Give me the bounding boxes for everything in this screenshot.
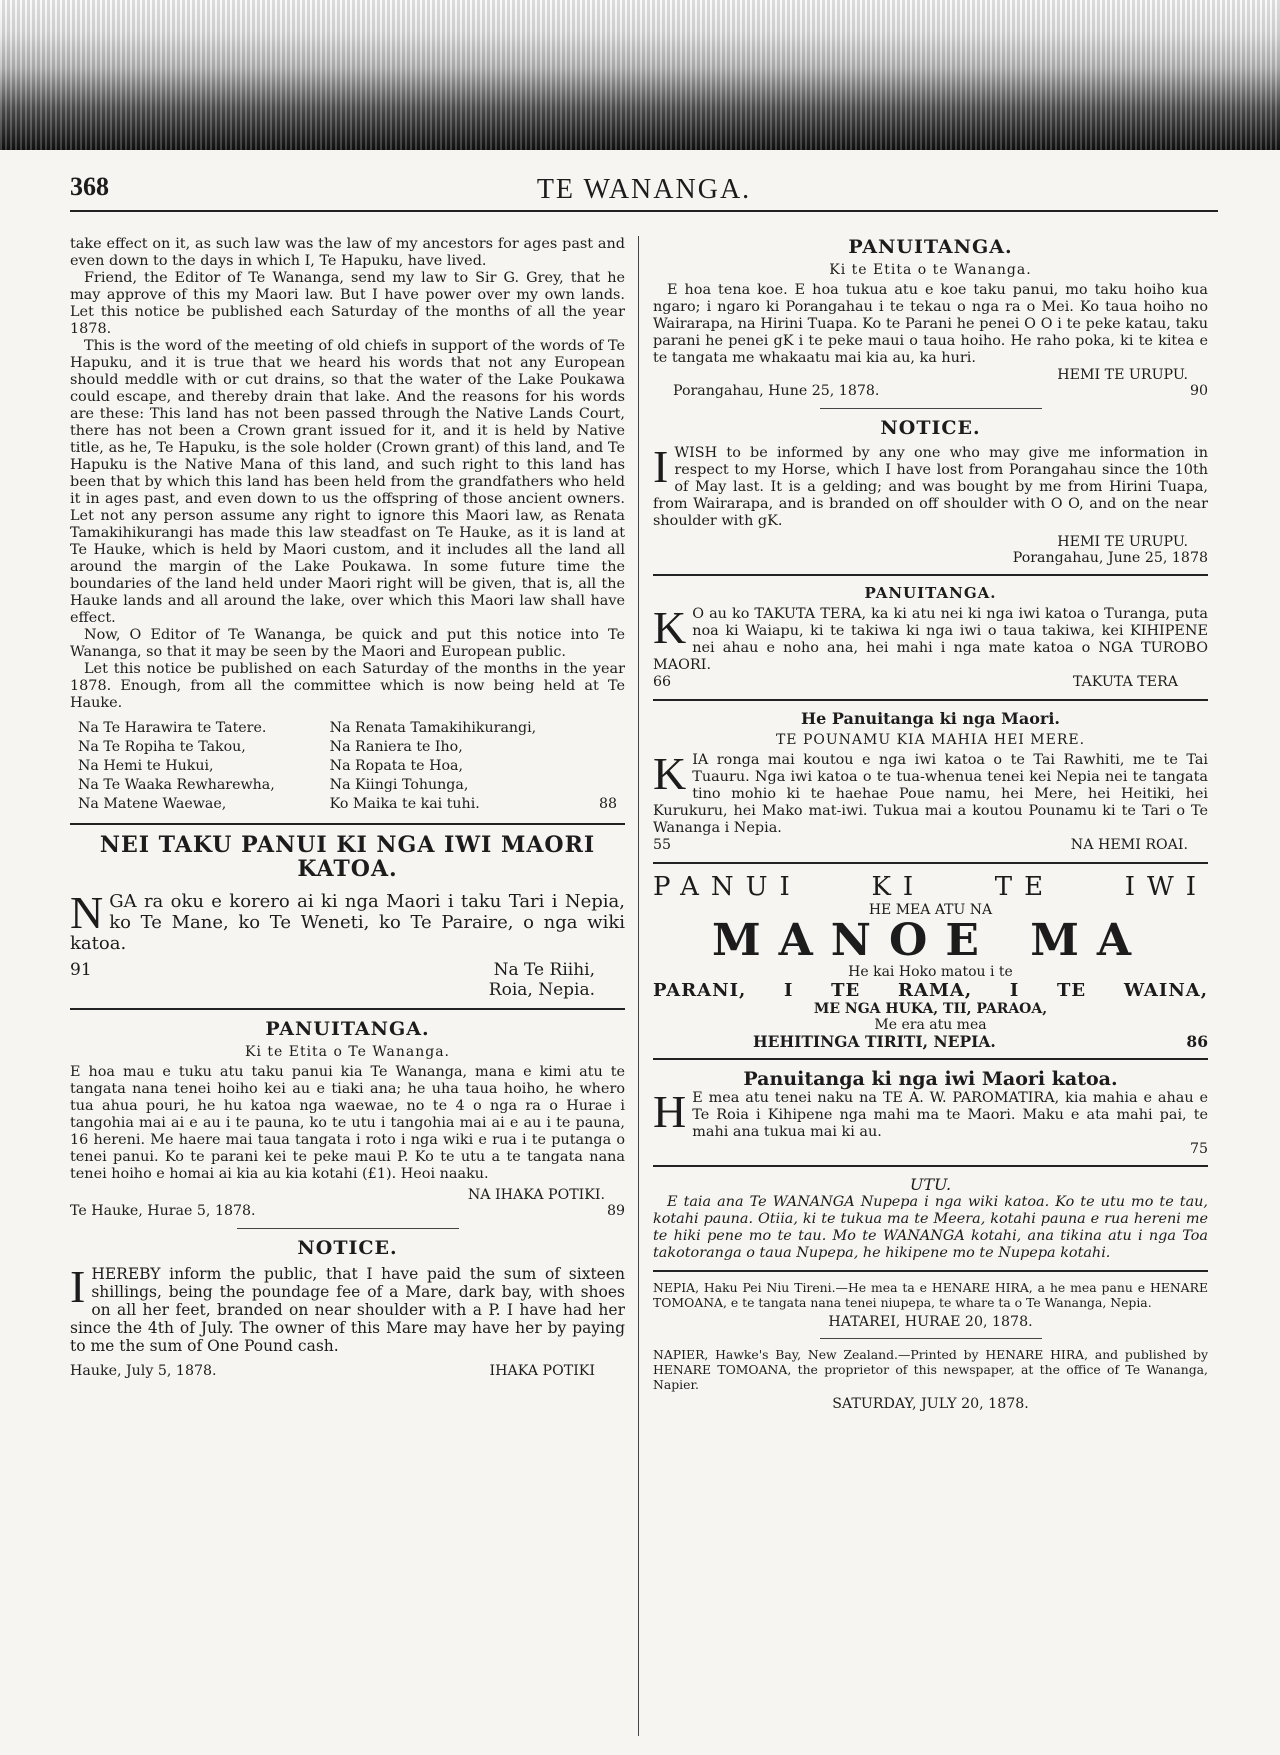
manoe-ad-heading: PANUI KI TE IWI [653,872,1208,902]
manoe-ad-line: HE MEA ATU NA [868,902,993,918]
manoe-ad-line: Me era atu mea [874,1017,987,1033]
columns [70,236,1218,1746]
signature: TAKUTA TERA [1072,674,1178,690]
signature: IHAKA POTIKI [489,1363,595,1379]
letter-paragraph: take effect on it, as such law was the law of my ancestors for ages past and even down to the days in which I, Te Hapuku, have lived. [70,236,625,269]
imprint-english: NAPIER, Hawke's Bay, New Zealand.—Printed by HENARE HIRA, and published by HENARE TOMOANA, the proprietor of this newspaper, at the office of Te Wananga, Napier. [653,1347,1208,1392]
right-column [653,236,1208,1746]
signatory: Na Raniera te Iho, [329,739,463,755]
drop-cap: I [653,441,669,492]
signature-line [70,1363,625,1380]
signatory: Na Te Waaka Rewharewha, [78,777,275,793]
panuitanga-body: E hoa mau e tuku atu taku panui kia Te Wananga, mana e kimi atu te tangata nana tenei hoiho kei au e tiaki ana; he uha taua hoiho, he whero tua ahua pouri, he hu katoa nga waewae, no te 4 o nga ra o Hurae i tangohia mai ai e au i te pauna, ko te utu i tangohia mai ai e au i te pauna, 16 hereni. Me haere mai taua tangata i roto i nga wiki e rua i te putanga o tenei panui. Ko te parani kei te peke maui P. Ko te utu a te tangata nana tenei hoiho e homai ai kia au kia kotahi (£1). Heoi naaku. [70,1064,625,1182]
date: Hauke, July 5, 1878. [70,1363,217,1379]
notice-number: 90 [1189,383,1208,399]
manoe-ad-line: He kai Hoko matou i te [848,964,1013,980]
signatories-table [70,718,625,815]
section-rule [653,862,1208,864]
newspaper-page [70,168,1218,1412]
notice-number: 66 [653,674,672,690]
left-column [70,236,625,1746]
pounamu-heading: He Panuitanga ki nga Maori. [800,709,1060,728]
notice-number: 75 [1189,1141,1208,1157]
date: Te Hauke, Hurae 5, 1878. [70,1203,256,1219]
letter-paragraph: Friend, the Editor of Te Wananga, send my law to Sir G. Grey, that he may approve of this my Maori law. But I have power over my own lands. Let this notice be published each Saturday of the months of all the year 1878. [70,270,625,337]
paper-title: TE WANANGA. [536,174,752,205]
drop-cap: I [70,1261,86,1312]
signature: Na Te Riihi, [493,960,595,980]
drop-cap: H [653,1086,687,1137]
notice-number: 88 [598,796,617,812]
nei-taku-heading: NEI TAKU PANUI KI NGA IWI MAORI KATOA. [99,832,596,882]
signatory: Na Renata Tamakihikurangi, [329,720,537,736]
masthead [70,168,1218,212]
section-rule [653,699,1208,701]
section-rule [653,1165,1208,1167]
drop-cap: K [653,748,687,799]
section-rule [820,1338,1042,1339]
date: Porangahau, Hune 25, 1878. [673,383,880,399]
notice-heading: NOTICE. [880,417,981,439]
signature: NA IHAKA POTIKI. [467,1187,605,1203]
section-rule [653,1058,1208,1060]
signature-line [70,960,625,1000]
notice-heading: NOTICE. [297,1237,398,1259]
panuitanga-heading: PANUITANGA. [864,584,997,602]
panuitanga-heading: PANUITANGA. [848,236,1013,258]
signature-line [653,837,1208,854]
signatory: Ko Maika te kai tuhi. [329,796,480,812]
section-rule [653,574,1208,576]
signature: HEMI TE URUPU. [1057,534,1188,550]
pounamu-body: KIA ronga mai koutou e nga iwi katoa o te Tai Rawhiti, me te Tai Tuauru. Nga iwi katoa o te tua-whenua tenei kei Nepia nei te tangata tino mohio ki te haehae Poue namu, hei Mere, hei Heitiki, hei Kurukuru, hei Mako mat-iwi. Tukua mai a koutou Pounamu ki te Tari o Te Wananga i Nepia. [653,748,1208,836]
signatory: Na Hemi te Hukui, [78,758,214,774]
signatory: Na Ropata te Hoa, [329,758,463,774]
date-line [653,383,1208,400]
panuitanga-heading: PANUITANGA. [265,1018,430,1040]
manoe-address-line [653,1033,1208,1050]
notice-number: 91 [70,960,92,980]
utu-heading: UTU. [909,1175,952,1194]
nei-taku-body: NGA ra oku e korero ai ki nga Maori i taku Tari i Nepia, ko Te Mane, ko Te Weneti, ko Te Paraire, o nga wiki katoa. [70,887,625,954]
section-rule [820,408,1042,409]
section-rule [70,1008,625,1010]
signatory: Na Te Ropiha te Takou, [78,739,246,755]
date: Porangahau, June 25, 1878 [1012,550,1208,566]
signatory: Na Matene Waewae, [78,796,227,812]
place: Roia, Nepia. [488,980,595,1000]
imprint-maori: NEPIA, Haku Pei Niu Tireni.—He mea ta e HENARE HIRA, a he mea panu e HENARE TOMOANA, e te tangata nana tenei niupepa, te whare ta o Te Wananga, Nepia. [653,1280,1208,1310]
page-number: 368 [70,172,109,201]
manoe-ad-line: PARANI, I TE RAMA, I TE WAINA, [653,980,1208,1001]
pounamu-subheading: TE POUNAMU KIA MAHIA HEI MERE. [775,732,1086,748]
imprint-english-date: SATURDAY, JULY 20, 1878. [832,1396,1029,1412]
section-rule [237,1228,459,1229]
notice-number: 86 [1186,1032,1208,1051]
manoe-ad-line: ME NGA HUKA, TII, PARAOA, [813,1001,1048,1017]
addressee: Ki te Etita o te Wananga. [829,262,1032,278]
panuitanga-body: K O au ko TAKUTA TERA, ka ki atu nei ki nga iwi katoa o Turanga, puta noa ki Waiapu, ki te takiwa ki nga iwi o taua takiwa, kei KIHIPENE nei ahau e noho ana, hei mahi i nga mate katoa o NGA TUROBO MAORI. [653,602,1208,673]
notice-body: IWISH to be informed by any one who may give me information in respect to my Horse, which I have lost from Porangahau since the 10th of May last. It is a gelding; and was bought by me from Hirini Tuapa, from Wairarapa, and is branded on off shoulder with O O, and on the near shoulder with gK. [653,441,1208,529]
notice-number: 55 [653,837,672,853]
signatory: Na Kiingi Tohunga, [329,777,469,793]
scan-top-band [0,0,1280,150]
signature-line [653,674,1208,691]
manoe-ad-name: MANOE MA [711,915,1150,966]
panuitanga-body: E hoa tena koe. E hoa tukua atu e koe taku panui, mo taku hoiho kua ngaro; i ngaro ki Porangahau i te tekau o nga ra o Mei. Ko taua hoiho no Wairarapa, na Hirini Tuapa. Ko te Parani he penei O O i te peke katau, taku parani he penei gK i te peke maui o taua hoiho. He raho poka, ki te kitea e te tangata me whakaatu mai kia au, ka huri. [653,282,1208,366]
manoe-address: HEHITINGA TIRITI, NEPIA. [753,1032,996,1051]
signatory: Na Te Harawira te Tatere. [78,720,267,736]
column-divider [638,236,639,1736]
section-rule [70,823,625,825]
drop-cap: K [653,602,687,653]
imprint-maori-date: HATAREI, HURAE 20, 1878. [828,1314,1033,1330]
signature: HEMI TE URUPU. [1057,367,1188,383]
date-line [70,1203,625,1220]
addressee: Ki te Etita o Te Wananga. [244,1044,451,1060]
letter-paragraph: Let this notice be published on each Saturday of the months in the year 1878. Enough, from all the committee which is now being held at Te Hauke. [70,661,625,711]
parometira-heading: Panuitanga ki nga iwi Maori katoa. [743,1068,1118,1090]
notice-body: IHEREBY inform the public, that I have paid the sum of sixteen shillings, being the poundage fee of a Mare, dark bay, with shoes on all her feet, branded on near shoulder with a P. I have had her since the 4th of July. The owner of this Mare may have her by paying to me the sum of One Pound cash. [70,1261,625,1355]
letter-paragraph: Now, O Editor of Te Wananga, be quick and put this notice into Te Wananga, so that it may be seen by the Maori and European public. [70,627,625,660]
parometira-body: H E mea atu tenei naku na TE A. W. PAROMATIRA, kia mahia e ahau e Te Roia i Kihipene nga mahi ma te Maori. Maku e ata mahi pai, te mahi ana tukua mai ki au. [653,1086,1208,1140]
signature: NA HEMI ROAI. [1070,837,1188,853]
utu-body: E taia ana Te WANANGA Nupepa i nga wiki katoa. Ko te utu mo te tau, kotahi pauna. Otiia, ki te tukua ma te Meera, kotahi pauna e rua hereni me te hiki pene mo te tau. Mo te WANANGA kotahi, ana tikina atu i nga Toa takotoranga o taua Nupepa, he hikipene mo te Nupepa kotahi. [653,1194,1208,1261]
section-rule [653,1270,1208,1272]
drop-cap: N [70,887,104,938]
letter-paragraph: This is the word of the meeting of old chiefs in support of the words of Te Hapuku, and it is true that we heard his words that not any European should meddle with or cut drains, so that the water of the Lake Poukawa could escape, and thereby drain that lake. And the reasons for his words are these: This land has not been passed through the Native Lands Court, there has not been a Crown grant issued for it, and it is held by Native title, as he, Te Hapuku, is the sole holder (Crown grant) of this land, and Te Hapuku is the Native Mana of this land, and such right to this land has been that by which this land has been held from the grandfathers who held it in ages past, and even down to us the offspring of those ancient owners. Let not any person assume any right to ignore this Maori law, as Renata Tamakihikurangi has made this law steadfast on Te Hauke, as it is land at Te Hauke, which is held by Maori custom, and it includes all the land all around the margin of the Lake Poukawa. In some future time the boundaries of the land held under Maori right will be given, that is, all the Hauke lands and all around the lake, over which this Maori law shall have effect. [70,338,625,626]
notice-number: 89 [606,1203,625,1219]
